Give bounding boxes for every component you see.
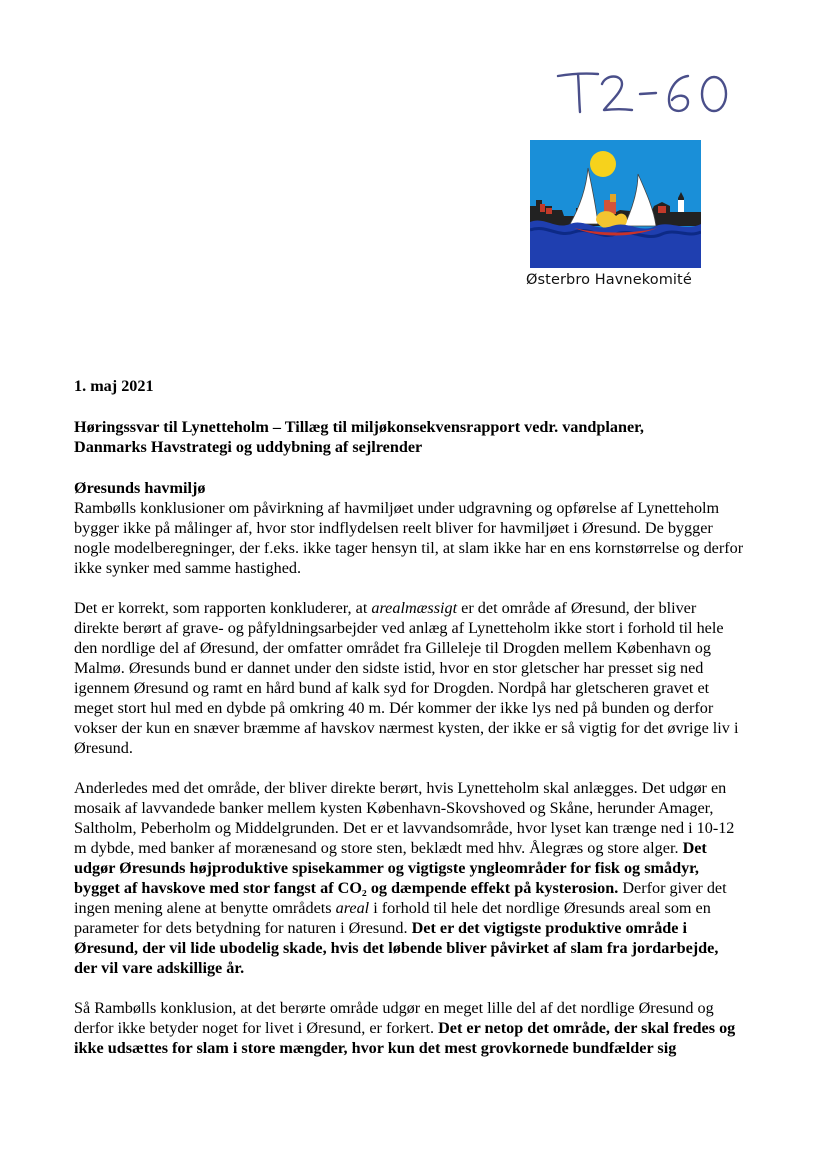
handwritten-reference-mark xyxy=(548,60,748,120)
p3-text-e: i forhold til hele det nordlige Øresunds areal som en parameter for dets betydning for naturen i Øresund. xyxy=(74,899,711,937)
letter-date: 1. maj 2021 xyxy=(74,377,154,395)
p2-text-c: er det område af Øresund, der bliver direkte berørt af grave- og påfyldningsarbejder ved anlæg af Lynetteholm ikke stort i forhold til hele den nordlige del af Øresund, der omfatter området fra Gilleleje til Drogden mellem København og Malmø. Øresunds bund er dannet under den sidste istid, hvor en stor gletscher har presset sig ned igennem Øresund og ramt en hård bund af kalk syd for Drogden. Nordpå har gletscheren gravet et meget stort hul med en dybde på omkring 40 m. Dér kommer der ikke lys ned på bunden og derfor vokser der kun en snæver bræmme af havskov nærmest kysten, der ikke er så vigtig for det øvrige liv i Øresund. xyxy=(74,599,739,757)
subject-line-1: Høringssvar til Lynetteholm – Tillæg til miljøkonsekvensrapport vedr. vandplaner, xyxy=(74,418,644,436)
p4-bold-b: Det er netop det område, der skal fredes og ikke udsættes for slam i store mængder, hvor kun det mest grovkornede bundfælder sig xyxy=(74,1019,736,1057)
letter-body xyxy=(74,376,744,1078)
havnekomite-logo xyxy=(530,140,701,268)
letter-subject xyxy=(74,417,744,457)
paragraph-3 xyxy=(74,778,744,978)
p3-emphasis-d: areal xyxy=(335,899,370,917)
p3-bold-f: Det er det vigtigste produktive område i Øresund, der vil lide ubodelig skade, hvis det løbende bliver påvirket af slam fra jordarbejde, der vil vare adskillige år. xyxy=(74,919,719,977)
paragraph-2 xyxy=(74,598,744,758)
p4-text-a: Så Rambølls konklusion, at det berørte område udgør en meget lille del af det nordlige Øresund og derfor ikke betyder noget for livet i Øresund, er forkert. xyxy=(74,999,714,1037)
p3-text-c: Derfor giver det ingen mening alene at benytte områdets xyxy=(74,879,727,917)
paragraph-1: Rambølls konklusioner om påvirkning af havmiljøet under udgravning og opførelse af Lynetteholm bygger ikke på målinger af, hvor stor indflydelsen reelt bliver for havmiljøet i Øresund. De bygger nogle modelberegninger, der f.eks. ikke tager hensyn til, at slam ikke har en ens kornstørrelse og derfor ikke synker med samme hastighed. xyxy=(74,499,744,577)
p3-text-a: Anderledes med det område, der bliver direkte berørt, hvis Lynetteholm skal anlægges. Det udgør en mosaik af lavvandede banker mellem kysten København-Skovshoved og Skåne, herunder Amager, Saltholm, Peberholm og Middelgrunden. Det er et lavvandsområde, hvor lyset kan trænge ned i 10-12 m dybde, med banker af morænesand og store sten, beklædt med hhv. Ålegræs og store alger. xyxy=(74,779,735,857)
section-heading: Øresunds havmiljø xyxy=(74,479,206,497)
p2-emphasis: arealmæssigt xyxy=(371,599,458,617)
subject-line-2: Danmarks Havstrategi og uddybning af sejlrender xyxy=(74,438,423,456)
p2-text-a: Det er korrekt, som rapporten konkluderer, at xyxy=(74,599,372,617)
p3-bold-b: Det udgør Øresunds højproduktive spisekammer og vigtigste yngleområder for fisk og smådyr, bygget af havskove med stor fangst af CO₂ og dæmpende effekt på kysterosion. xyxy=(74,839,707,897)
logo-caption: Østerbro Havnekomité xyxy=(526,272,692,288)
paragraph-4 xyxy=(74,998,744,1058)
